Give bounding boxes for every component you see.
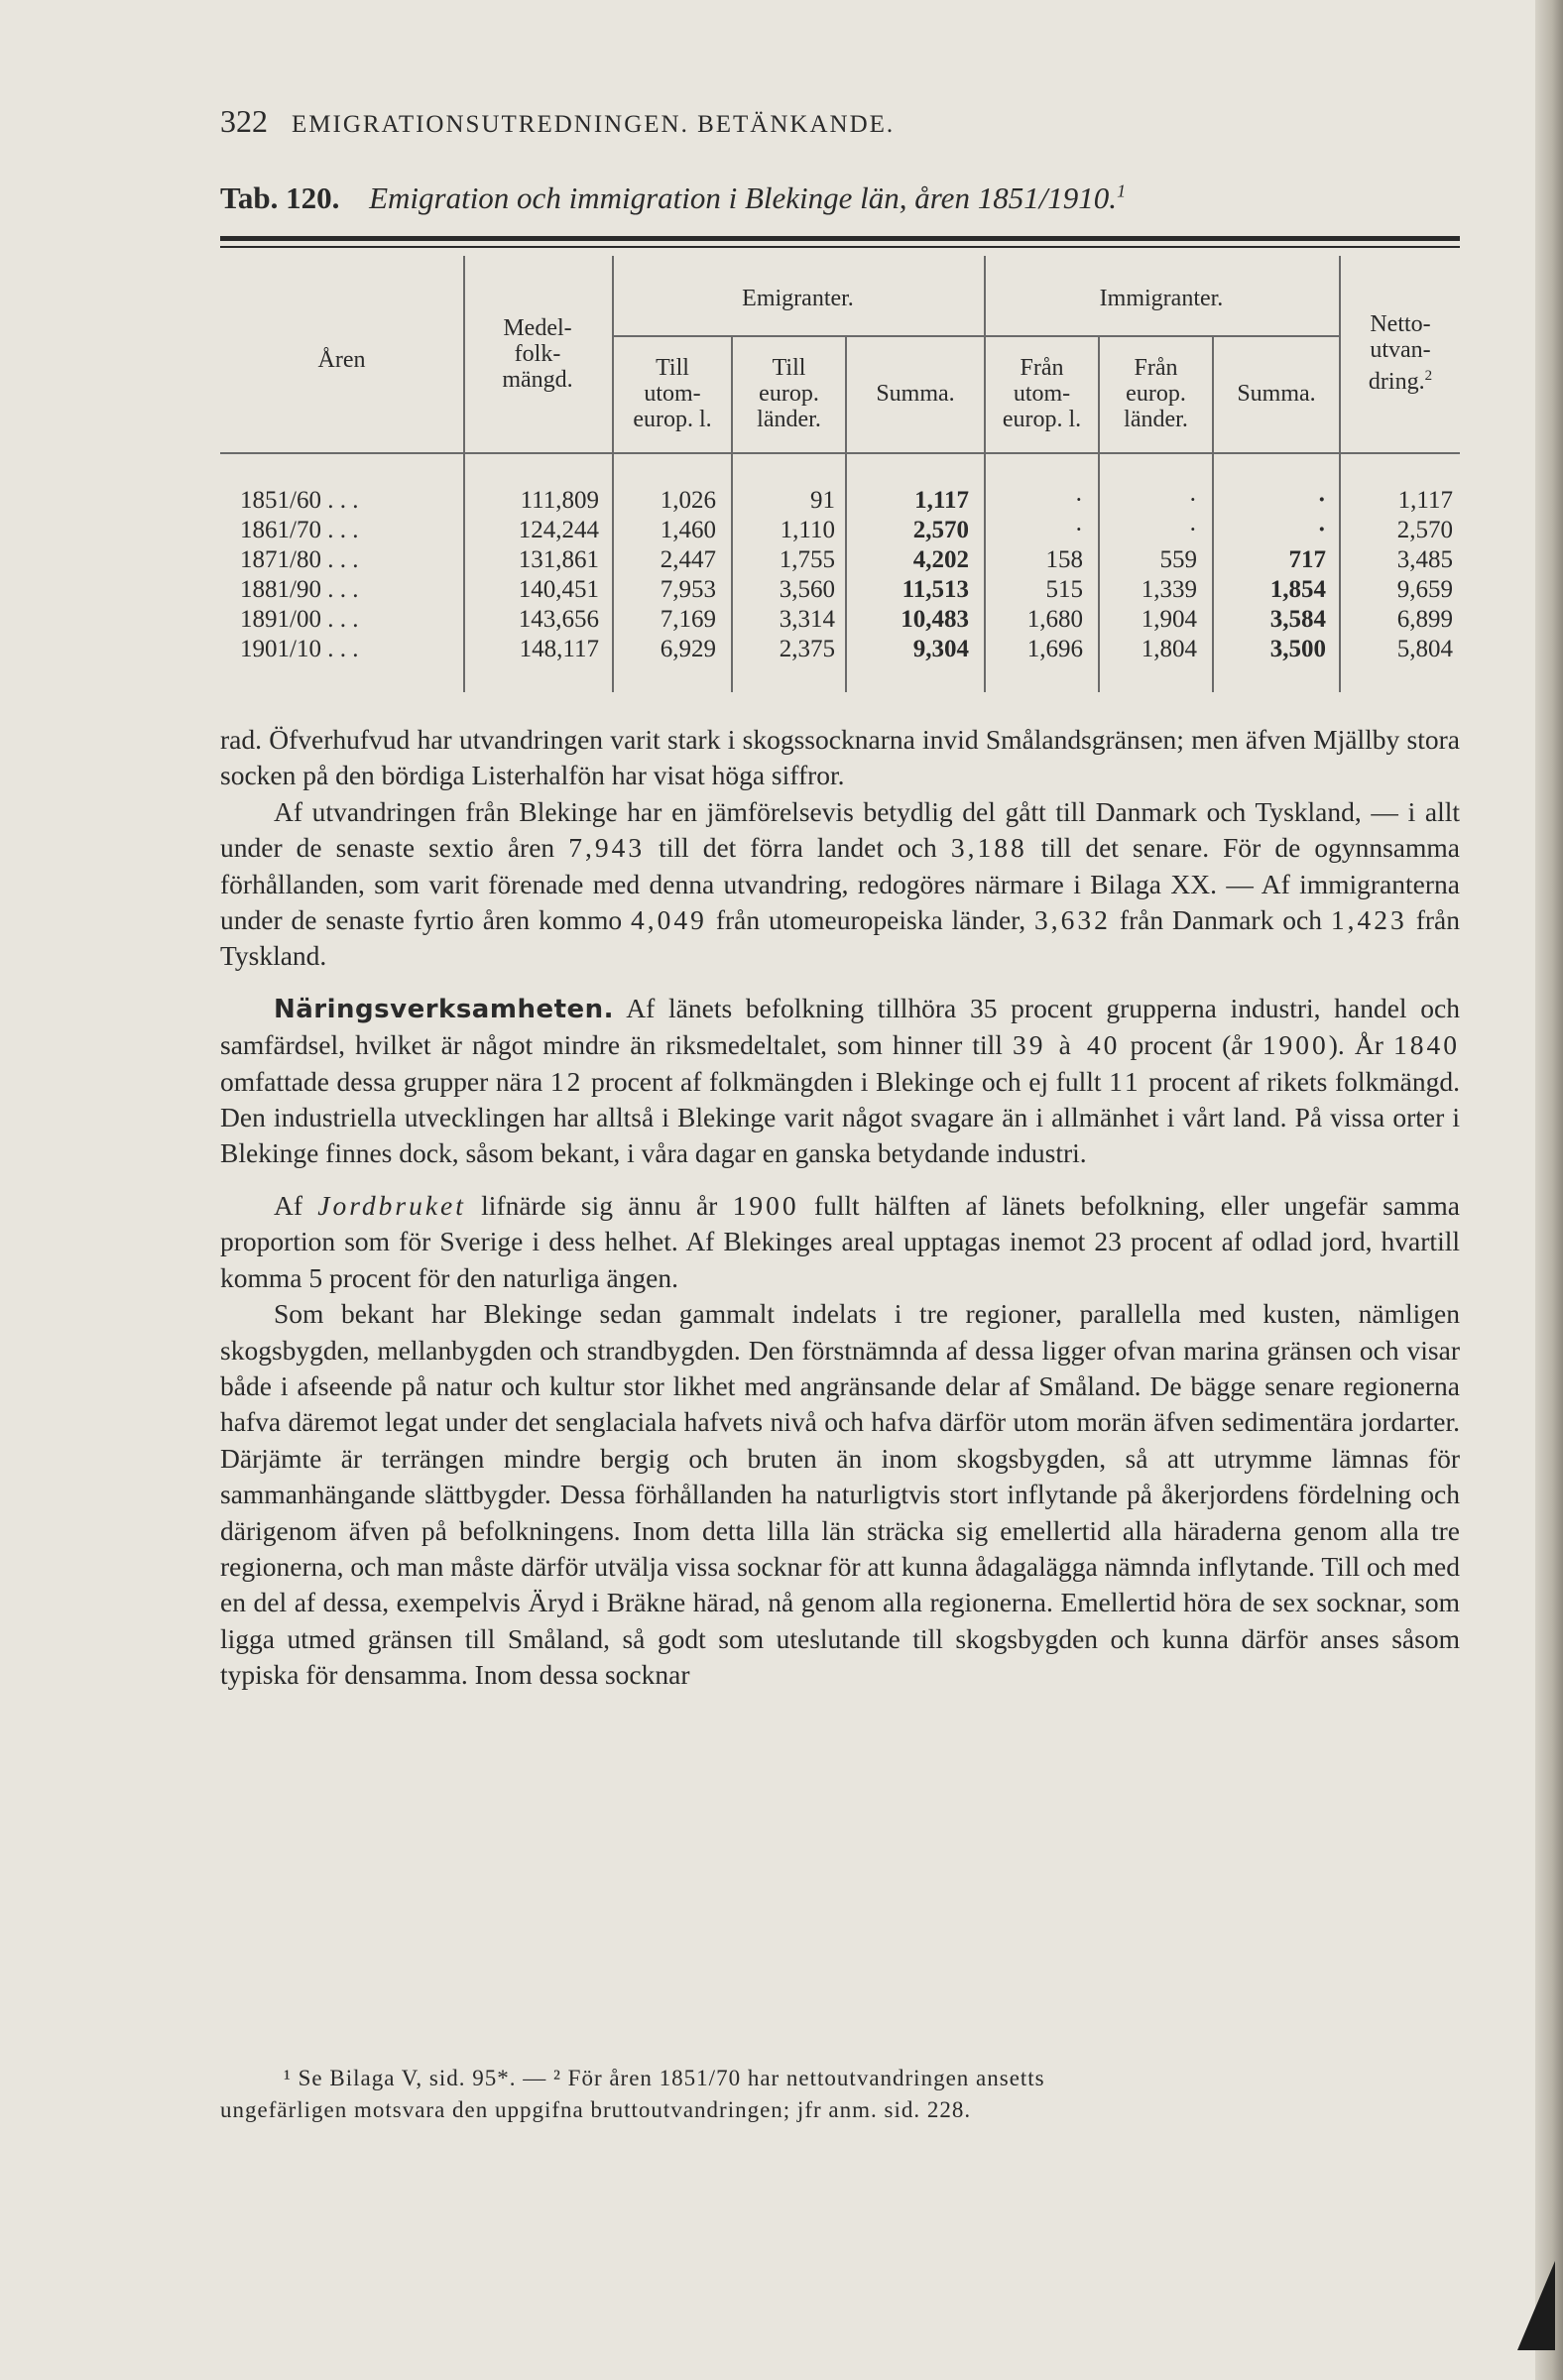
cell-years: 1861/70 . . . xyxy=(240,517,359,543)
cell-emi-ext: 2,447 xyxy=(660,546,716,573)
cell-imm-sum: 3,500 xyxy=(1269,636,1326,662)
text-run: procent af folkmängden i Blekinge och ej fullt xyxy=(583,1065,1110,1097)
cell-imm-sum: 3,584 xyxy=(1269,606,1326,633)
number: 3,188 xyxy=(950,832,1027,864)
header-line: europ. l. xyxy=(1002,407,1082,432)
page-edge xyxy=(1535,0,1563,2380)
cell-net: 1,117 xyxy=(1397,487,1453,514)
header-line: länder. xyxy=(1124,407,1188,432)
number: 1900 xyxy=(1262,1029,1329,1061)
cell-emi-sum: 2,570 xyxy=(912,517,969,543)
header-line: europ. xyxy=(1126,381,1186,407)
cell-years: 1881/90 . . . xyxy=(240,576,359,603)
header-line: utom- xyxy=(644,381,701,407)
cell-imm-eur: 559 xyxy=(1159,546,1197,573)
group-rule xyxy=(612,335,984,337)
header-years: Åren xyxy=(317,347,366,373)
cell-emi-sum: 11,513 xyxy=(902,576,969,603)
cell-emi-eur: 2,375 xyxy=(779,636,835,662)
header-emi-till-utomeurop xyxy=(614,355,731,432)
cell-emi-eur: 1,755 xyxy=(779,546,835,573)
table-top-rule xyxy=(220,236,1460,241)
cell-imm-eur: 1,339 xyxy=(1141,576,1197,603)
cell-imm-ext: 1,696 xyxy=(1026,636,1083,662)
table-title xyxy=(369,180,1126,215)
footnote: ¹ Se Bilaga V, sid. 95*. — ² För åren 1851/70 har nettoutvandringen ansetts xyxy=(284,2066,1045,2090)
number: 1,423 xyxy=(1330,904,1407,936)
cell-emi-ext: 1,460 xyxy=(660,517,716,543)
cell-imm-ext: · xyxy=(1074,487,1083,514)
header-population xyxy=(468,315,607,393)
text-run: från Tyskland. xyxy=(220,904,1460,972)
cell-imm-ext: 158 xyxy=(1045,546,1083,573)
text-run: ). År xyxy=(1328,1029,1393,1061)
cell-net: 2,570 xyxy=(1396,517,1453,543)
cell-emi-sum: 4,202 xyxy=(912,546,969,573)
header-line: Från xyxy=(1020,355,1064,381)
cell-imm-ext: 515 xyxy=(1045,576,1083,603)
cell-emi-eur: 91 xyxy=(810,487,835,514)
header-net-note: 2 xyxy=(1424,368,1433,384)
cell-population: 143,656 xyxy=(518,606,599,633)
cell-imm-sum: 1,854 xyxy=(1269,576,1326,603)
header-emigrants: Emigranter. xyxy=(742,286,854,311)
cell-years: 1891/00 . . . xyxy=(240,606,359,633)
text-run: procent af rikets folkmängd. Den industriella utvecklingen har alltså i Blekinge varit något svagare än i allmänhet i vårt land. På vissa orter i Blekinge finnes dock, såsom bekant, i våra dagar en ganska betydande industri. xyxy=(220,1065,1460,1169)
cell-imm-eur: 1,804 xyxy=(1141,636,1197,662)
header-line: utom- xyxy=(1013,381,1071,407)
text-run: från utomeuropeiska länder, xyxy=(706,904,1035,936)
header-line: europ. l. xyxy=(633,407,712,432)
number: 4,049 xyxy=(631,904,707,936)
cell-years: 1871/80 . . . xyxy=(240,546,359,573)
paragraph: rad. Öfverhufvud har utvandringen varit stark i skogssocknarna invid Smålandsgränsen; men äfven Mjällby stora socken på den bördiga Listerhalfön har visat höga siffror. xyxy=(220,724,1460,791)
header-line: europ. xyxy=(759,381,819,407)
text-run: till det senare. För de ogynnsamma förhållanden, som varit förenade med denna utvandring, redogöres närmare i Bilaga XX. — Af immigranterna under de senaste fyrtio åren kommo xyxy=(220,832,1460,936)
cell-imm-eur: · xyxy=(1188,517,1197,543)
group-rule xyxy=(984,335,1339,337)
text-run: från Danmark och xyxy=(1110,904,1331,936)
text-run: procent (år xyxy=(1120,1029,1262,1061)
page-number: 322 xyxy=(220,103,268,139)
header-imm-summa: Summa. xyxy=(1237,381,1316,407)
header-immigrants: Immigranter. xyxy=(1099,286,1224,311)
section-heading: Näringsverksamheten. xyxy=(274,994,615,1024)
footnotes xyxy=(220,2063,1460,2126)
cell-years: 1901/10 . . . xyxy=(240,636,359,662)
cell-net: 5,804 xyxy=(1396,636,1453,662)
header-emi-till-europ xyxy=(733,355,845,432)
header-line: Till xyxy=(656,355,689,381)
table-title-note: 1 xyxy=(1117,180,1127,201)
header-population-line: mängd. xyxy=(502,367,573,393)
header-line: länder. xyxy=(757,407,821,432)
cell-emi-eur: 3,314 xyxy=(779,606,835,633)
cell-net: 9,659 xyxy=(1396,576,1453,603)
table-title-text: Emigration och immigration i Blekinge län, åren 1851/1910. xyxy=(369,180,1118,215)
cell-emi-eur: 3,560 xyxy=(779,576,835,603)
number: 11 xyxy=(1109,1065,1142,1097)
number: 1900 xyxy=(732,1189,799,1221)
table-number: Tab. 120. xyxy=(220,180,340,215)
text-run: lifnärde sig ännu år xyxy=(465,1189,733,1221)
header-net-line xyxy=(1341,363,1460,395)
cell-imm-sum: · xyxy=(1317,517,1326,543)
cell-population: 111,809 xyxy=(520,487,599,514)
text-run: Af utvandringen från Blekinge har en jämförelsevis betydlig del gått till Danmark och Tyskland, — i allt under de senaste sextio åren xyxy=(220,795,1460,864)
header-population-line: Medel- xyxy=(503,315,572,341)
table-top-rule-thin xyxy=(220,246,1460,248)
cell-emi-ext: 7,953 xyxy=(660,576,716,603)
cell-emi-sum: 1,117 xyxy=(914,487,969,514)
cell-imm-ext: · xyxy=(1074,517,1083,543)
header-net-emigration xyxy=(1341,311,1460,395)
text-run: Af länets befolkning tillhöra 35 procent grupperna industri, handel och samfärdsel, hvilket är något mindre än riksmedeltalet, som hinner till xyxy=(220,992,1460,1061)
paragraph: Som bekant har Blekinge sedan gammalt indelats i tre regioner, parallella med kusten, nämligen skogsbygden, mellanbygden och strandbygden. Den förstnämnda af dessa ligger ofvan marina gränsen och visar både i afseende på natur och kultur stor likhet med angränsande delar af Småland. De bägge senare regionerna hafva däremot legat under det senglaciala hafvets nivå och hafva därför utom morän äfven sedimentära jordarter. Därjämte är terrängen mindre bergig och bruten än inom skogsbygden, så att utrymme lämnas för sammanhängande slättbygder. Dessa förhållanden ha naturligtvis stort inflytande på åkerjordens fördelning och därigenom äfven på befolkningens. Inom detta lilla län sträcka sig emellertid alla häraderna genom alla tre regionerna, och man måste därför utvälja vissa socknar för att kunna ådagalägga nämnda inflytande. Till och med en del af dessa, exempelvis Äryd i Bräkne härad, nå genom alla regionerna. Emellertid höra de sex socknar, som ligga utmed gränsen till Småland, så godt som uteslutande till skogsbygden och kunna därför anses såsom typiska för densamma. Inom dessa socknar xyxy=(220,1298,1460,1691)
number: 7,943 xyxy=(568,832,646,864)
header-imm-fran-utomeurop xyxy=(986,355,1098,432)
text-run: omfattade dessa grupper nära xyxy=(220,1065,550,1097)
col-rule xyxy=(612,256,614,692)
header-net-text: dring. xyxy=(1368,369,1425,395)
table-caption xyxy=(220,180,1460,224)
cell-emi-sum: 10,483 xyxy=(901,606,969,633)
cell-population: 131,861 xyxy=(518,546,599,573)
cell-emi-sum: 9,304 xyxy=(912,636,969,662)
col-rule xyxy=(463,256,465,692)
footnote: ungefärligen motsvara den uppgifna bruttoutvandringen; jfr anm. sid. 228. xyxy=(220,2097,972,2122)
cell-net: 6,899 xyxy=(1396,606,1453,633)
text-run: till det förra landet och xyxy=(645,832,951,864)
cell-population: 124,244 xyxy=(518,517,599,543)
cell-population: 140,451 xyxy=(518,576,599,603)
text-run: Af xyxy=(274,1189,318,1221)
number: 39 à 40 xyxy=(1013,1029,1121,1061)
statistics-table xyxy=(220,256,1460,692)
header-line: Från xyxy=(1134,355,1178,381)
cell-emi-ext: 1,026 xyxy=(660,487,716,514)
cell-imm-eur: 1,904 xyxy=(1141,606,1197,633)
number: 12 xyxy=(549,1065,584,1097)
cell-emi-eur: 1,110 xyxy=(780,517,835,543)
header-line: Till xyxy=(772,355,806,381)
header-emi-summa: Summa. xyxy=(876,381,955,407)
cell-net: 3,485 xyxy=(1396,546,1453,573)
col-rule xyxy=(984,256,986,692)
paragraph xyxy=(220,991,1460,1172)
cell-imm-ext: 1,680 xyxy=(1026,606,1083,633)
text-run: fullt hälften af länets befolkning, eller ungefär samma proportion som för Sverige i dess helhet. Af Blekinges areal upptagas inemot 23 procent af odlad jord, hvartill komma 5 procent för den naturliga ängen. xyxy=(220,1189,1460,1293)
running-title: EMIGRATIONSUTREDNINGEN. BETÄNKANDE. xyxy=(292,111,896,138)
running-head xyxy=(220,103,1460,143)
header-imm-fran-europ xyxy=(1100,355,1212,432)
header-net-line: Netto- xyxy=(1370,311,1431,337)
page-corner-mark xyxy=(1517,2261,1555,2350)
header-net-line: utvan- xyxy=(1370,337,1431,363)
number: 3,632 xyxy=(1034,904,1111,936)
body-text xyxy=(220,722,1460,1694)
cell-imm-sum: · xyxy=(1317,487,1326,514)
header-population-line: folk- xyxy=(514,341,561,367)
cell-imm-sum: 717 xyxy=(1288,546,1326,573)
paragraph xyxy=(220,1188,1460,1296)
number: 1840 xyxy=(1393,1029,1460,1061)
cell-emi-ext: 7,169 xyxy=(660,606,716,633)
cell-years: 1851/60 . . . xyxy=(240,487,359,514)
cell-population: 148,117 xyxy=(519,636,599,662)
cell-imm-eur: · xyxy=(1188,487,1197,514)
paragraph xyxy=(220,794,1460,975)
header-bottom-rule xyxy=(220,452,1460,454)
cell-emi-ext: 6,929 xyxy=(660,636,716,662)
emphasis: Jordbruket xyxy=(317,1189,466,1221)
